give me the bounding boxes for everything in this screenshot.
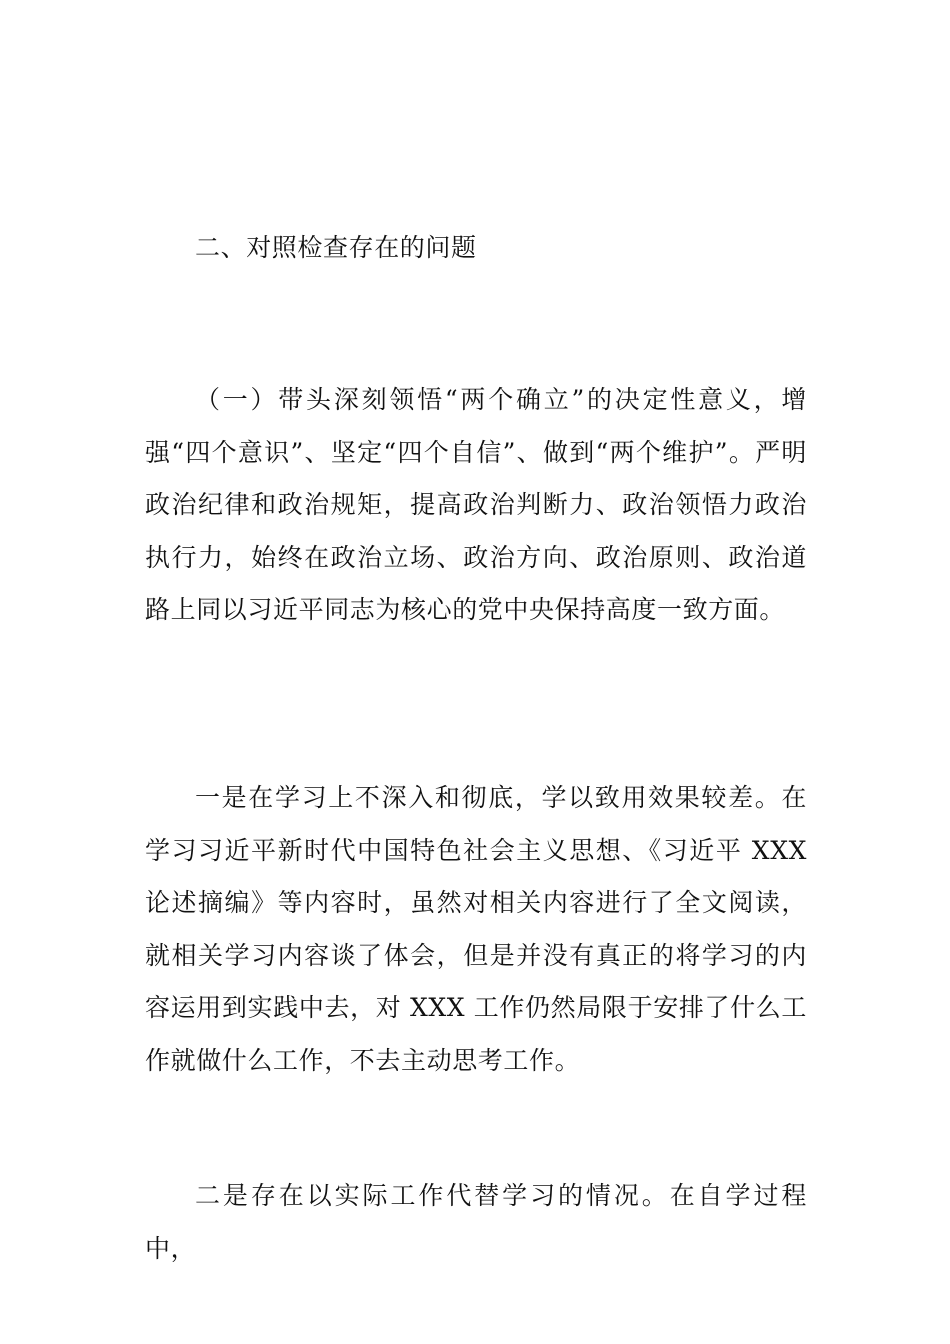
paragraph-political-alignment: （一）带头深刻领悟“两个确立”的决定性意义，增强“四个意识”、坚定“四个自信”、做到“两个维护”。严明政治纪律和政治规矩，提高政治判断力、政治领悟力政治执行力，始终在政治立场、政治方向、政治原则、政治道路上同以习近平同志为核心的党中央保持高度一致方面。 — [145, 385, 807, 624]
section-heading: 二、对照检查存在的问题 — [195, 233, 477, 262]
paragraph-study-issue: 一是在学习上不深入和彻底，学以致用效果较差。在学习习近平新时代中国特色社会主义思想、《习近平 XXX 论述摘编》等内容时，虽然对相关内容进行了全文阅读，就相关学习内容谈了体会，但是并没有真正的将学习的内容运用到实践中去，对 XXX 工作仍然局限于安排了什么工作就做什么工作，不去主动思考工作。 — [145, 783, 807, 1075]
paragraph-work-replacing-study: 二是存在以实际工作代替学习的情况。在自学过程中， — [145, 1181, 807, 1263]
